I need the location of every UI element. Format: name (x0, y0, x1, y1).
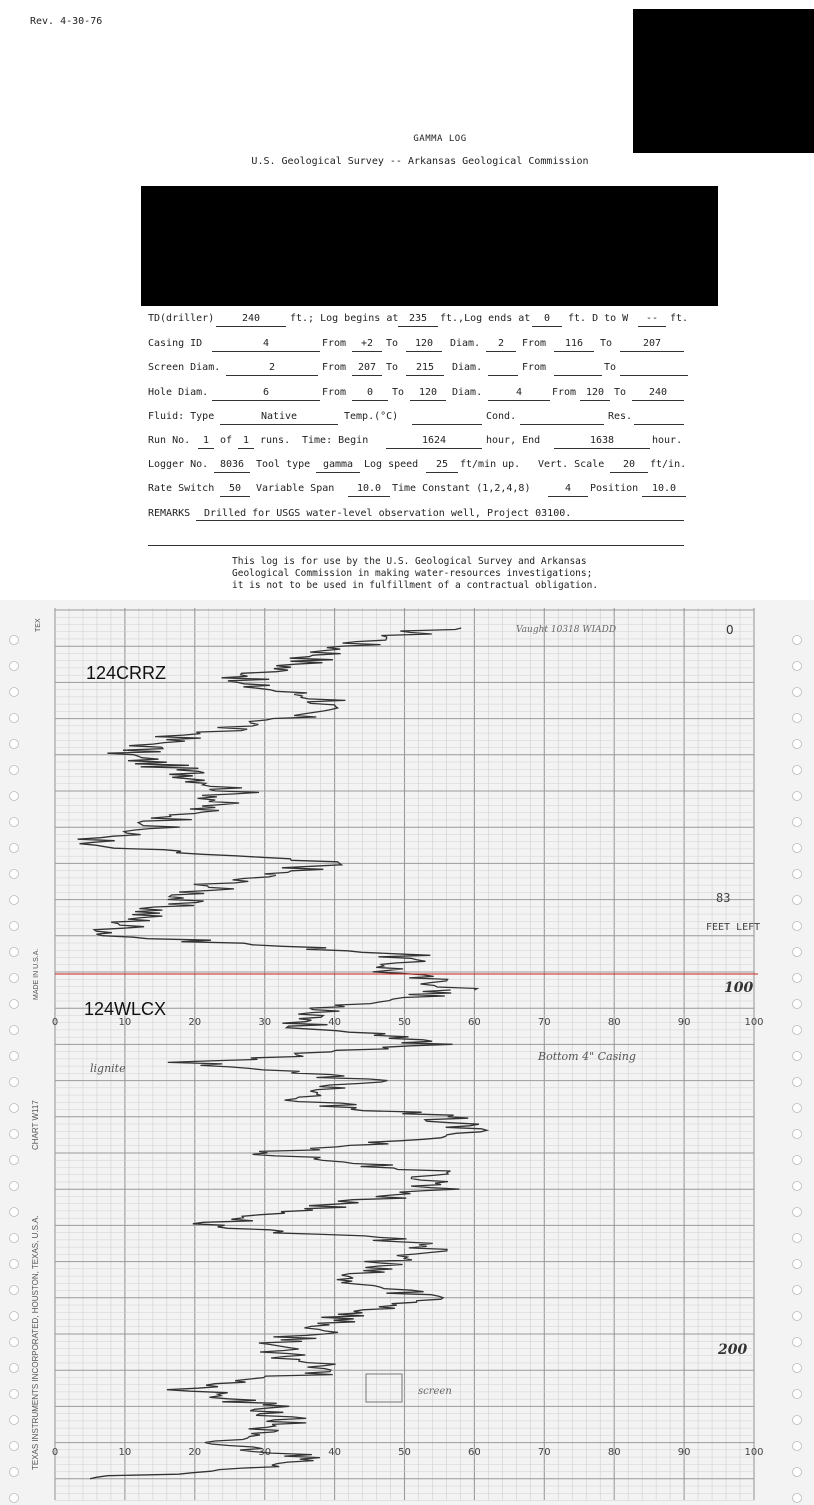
remarks-label: REMARKS (148, 508, 191, 519)
signature-note: Vaught 10318 WIADD (516, 625, 617, 635)
gamma-log-chart (0, 600, 814, 1505)
perforation-left (10, 662, 19, 671)
screen-to2-label: To (604, 362, 617, 373)
x-tick-label: 10 (118, 1447, 132, 1458)
logger-no-value: 8036 (214, 459, 250, 473)
casing-to2-value: 207 (620, 338, 684, 352)
perforation-left (10, 1052, 19, 1061)
perforation-left (10, 1000, 19, 1009)
perforation-right (793, 974, 802, 983)
vert-scale-value: 20 (610, 459, 648, 473)
perforation-left (10, 1338, 19, 1347)
disclaimer-line-3: it is not to be used in fulfillment of a contractual obligation. (232, 580, 599, 591)
temp-label: Temp.(°C) (344, 411, 399, 422)
vendor-text: TEXAS INSTRUMENTS INCORPORATED, HOUSTON, TEXAS, U.S.A. (31, 1215, 40, 1470)
perforation-right (793, 1416, 802, 1425)
x-tick-label: 20 (188, 1447, 202, 1458)
screen-note: screen (418, 1386, 452, 1397)
hole-from2-value: 120 (580, 387, 610, 401)
perforation-left (10, 766, 19, 775)
hole-diam2-label: Diam. (452, 387, 483, 398)
perforation-right (793, 1494, 802, 1503)
x-tick-label: 0 (51, 1447, 59, 1458)
x-tick-label: 60 (468, 1017, 481, 1028)
x-tick-label: 10 (118, 1017, 132, 1028)
speed-label: Log speed (364, 459, 419, 470)
hole-to2-value: 240 (632, 387, 684, 401)
screen-from2-label: From (522, 362, 547, 373)
x-tick-label: 20 (188, 1017, 202, 1028)
casing-from-label: From (322, 338, 347, 349)
res-label: Res. (608, 411, 633, 422)
res-blank (634, 411, 684, 425)
perforation-left (10, 1494, 19, 1503)
perforation-right (793, 896, 802, 905)
of-label: of (220, 435, 233, 446)
perforation-left (10, 1286, 19, 1295)
log-begins-label: ft.; Log begins at (290, 313, 399, 324)
casing-diam-label: Diam. (450, 338, 481, 349)
perforation-right (793, 1026, 802, 1035)
made-in-text: MADE IN U.S.A. (33, 948, 40, 1000)
casing-to2-label: To (600, 338, 613, 349)
x-tick-label: 70 (537, 1447, 551, 1458)
perforation-right (793, 1208, 802, 1217)
perforation-right (793, 1130, 802, 1139)
perforation-right (793, 1312, 802, 1321)
perforation-right (793, 636, 802, 645)
remarks-value: Drilled for USGS water-level observation well, Project 03100. (196, 508, 684, 521)
perforation-left (10, 714, 19, 723)
hole-to-label: To (392, 387, 405, 398)
perforation-left (10, 1468, 19, 1477)
perforation-left (10, 1312, 19, 1321)
perforation-left (10, 922, 19, 931)
hole-label: Hole Diam. (148, 387, 209, 398)
x-tick-label: 70 (537, 1017, 551, 1028)
x-tick-label: 90 (677, 1017, 691, 1028)
casing-label: Casing ID (148, 338, 203, 349)
log-title: GAMMA LOG (413, 134, 467, 144)
screen-label: Screen Diam. (148, 362, 221, 373)
casing-diam2-value: 2 (486, 338, 516, 352)
temp-blank (412, 411, 482, 425)
screen-diam-value: 2 (226, 362, 318, 376)
d-to-w-label: ft. D to W (568, 313, 629, 324)
fluid-label: Fluid: Type (148, 411, 215, 422)
cond-blank (520, 411, 604, 425)
log-ends-label: ft.,Log ends at (440, 313, 531, 324)
depth-200-label: 200 (718, 1342, 748, 1358)
tool-label: Tool type (256, 459, 311, 470)
perforation-left (10, 1026, 19, 1035)
perforation-left (10, 636, 19, 645)
x-tick-label: 80 (607, 1017, 621, 1028)
tool-type-value: gamma (316, 459, 360, 473)
hole-to2-label: To (614, 387, 627, 398)
perforation-left (10, 1416, 19, 1425)
perforation-right (793, 1260, 802, 1269)
ft-label: ft. (670, 313, 689, 324)
perforation-left (10, 688, 19, 697)
screen-from-label: From (322, 362, 347, 373)
perforation-right (793, 1286, 802, 1295)
perforation-right (793, 870, 802, 879)
casing-to-value: 120 (406, 338, 442, 352)
perforation-left (10, 948, 19, 957)
time-begin-value: 1624 (386, 435, 482, 449)
perforation-right (793, 1338, 802, 1347)
screen-from-value: 207 (352, 362, 382, 376)
hour-label: hour. (652, 435, 683, 446)
vscale-unit: ft/in. (650, 459, 687, 470)
log-ends-value: 0 (532, 313, 562, 327)
redaction-block-header (141, 186, 718, 306)
casing-from2-label: From (522, 338, 547, 349)
x-tick-label: 30 (258, 1447, 272, 1458)
hole-from-label: From (322, 387, 347, 398)
perforation-right (793, 1104, 802, 1113)
perforation-left (10, 1156, 19, 1165)
cond-label: Cond. (486, 411, 517, 422)
perforation-right (793, 844, 802, 853)
tex-text: TEX (35, 618, 42, 632)
perforation-right (793, 1000, 802, 1009)
perforation-left (10, 896, 19, 905)
perforation-left (10, 1182, 19, 1191)
feet-left-label: FEET LEFT (706, 922, 761, 933)
perforation-right (793, 1078, 802, 1087)
x-tick-label: 60 (468, 1447, 481, 1458)
redaction-block-top (633, 9, 814, 153)
perforation-left (10, 1078, 19, 1087)
chart-number-text: CHART W117 (31, 1100, 40, 1150)
perforation-left (10, 1130, 19, 1139)
x-tick-label: 0 (51, 1017, 59, 1028)
perforation-left (10, 1260, 19, 1269)
x-tick-label: 40 (328, 1447, 341, 1458)
perforation-left (10, 974, 19, 983)
perforation-right (793, 1364, 802, 1373)
perforation-right (793, 1390, 802, 1399)
perforation-right (793, 922, 802, 931)
disclaimer (232, 556, 652, 592)
perforation-right (793, 662, 802, 671)
perforation-right (793, 766, 802, 775)
fluid-type-value: Native (220, 411, 338, 425)
run-label: Run No. (148, 435, 191, 446)
log-subtitle: U.S. Geological Survey -- Arkansas Geological Commission (251, 156, 589, 167)
hole-diam2-value: 4 (488, 387, 550, 401)
perforation-left (10, 1390, 19, 1399)
screen-to2-blank (620, 362, 688, 376)
x-tick-label: 30 (258, 1017, 272, 1028)
lignite-note: lignite (90, 1062, 126, 1075)
casing-from-value: +2 (352, 338, 382, 352)
perforation-right (793, 688, 802, 697)
screen-to-label: To (386, 362, 399, 373)
speed-unit: ft/min up. (460, 459, 521, 470)
hole-from2-label: From (552, 387, 577, 398)
time-constant-value: 4 (548, 483, 588, 497)
perforation-left (10, 740, 19, 749)
hole-to-value: 120 (410, 387, 446, 401)
hole-from-value: 0 (352, 387, 388, 401)
perforation-left (10, 870, 19, 879)
perforation-left (10, 1234, 19, 1243)
casing-to-label: To (386, 338, 399, 349)
casing-id-value: 4 (212, 338, 320, 352)
depth-0-label: 0 (726, 623, 734, 637)
x-tick-label: 80 (607, 1447, 621, 1458)
screen-diam2-blank (488, 362, 518, 376)
perforation-left (10, 1208, 19, 1217)
perforation-right (793, 1052, 802, 1061)
x-tick-label: 100 (744, 1447, 764, 1458)
span-label: Variable Span (256, 483, 335, 494)
perforation-right (793, 1234, 802, 1243)
runs-value: 1 (238, 435, 254, 449)
hole-diam-value: 6 (212, 387, 320, 401)
perforation-right (793, 1468, 802, 1477)
perforation-left (10, 1364, 19, 1373)
screen-from2-blank (554, 362, 602, 376)
rate-label: Rate Switch (148, 483, 215, 494)
position-value: 10.0 (642, 483, 686, 497)
vscale-label: Vert. Scale (538, 459, 605, 470)
time-end-label: hour, End (486, 435, 541, 446)
perforation-left (10, 1104, 19, 1113)
remarks-second-line (148, 545, 684, 546)
screen-to-value: 215 (406, 362, 444, 376)
variable-span-value: 10.0 (348, 483, 390, 497)
depth-100-label: 100 (724, 980, 754, 996)
perforation-right (793, 818, 802, 827)
perforation-right (793, 740, 802, 749)
well-id-bottom: 124WLCX (84, 999, 167, 1019)
perforation-right (793, 1156, 802, 1165)
screen-diam2-label: Diam. (452, 362, 483, 373)
bottom-casing-note: Bottom 4" Casing (538, 1050, 636, 1063)
disclaimer-line-2: Geological Commission in making water-resources investigations; (232, 568, 593, 579)
feet-left-value: 83 (716, 891, 731, 905)
rate-switch-value: 50 (220, 483, 250, 497)
x-tick-label: 90 (677, 1447, 691, 1458)
revision-label: Rev. 4-30-76 (30, 16, 103, 27)
time-constant-label: Time Constant (1,2,4,8) (392, 483, 531, 494)
logger-label: Logger No. (148, 459, 209, 470)
well-id-top: 124CRRZ (86, 663, 167, 683)
perforation-right (793, 792, 802, 801)
perforation-left (10, 1442, 19, 1451)
perforation-right (793, 1182, 802, 1191)
position-label: Position (590, 483, 639, 494)
d-to-w-value: -- (638, 313, 666, 327)
chart-paper (0, 600, 814, 1505)
td-value: 240 (216, 313, 286, 327)
time-end-value: 1638 (554, 435, 650, 449)
x-tick-label: 40 (328, 1017, 341, 1028)
td-label: TD(driller) (148, 313, 215, 324)
time-begin-label: Time: Begin (302, 435, 369, 446)
perforation-left (10, 792, 19, 801)
disclaimer-line-1: This log is for use by the U.S. Geological Survey and Arkansas (232, 556, 587, 567)
casing-from2-value: 116 (554, 338, 594, 352)
runs-label: runs. (260, 435, 291, 446)
log-begins-value: 235 (398, 313, 438, 327)
perforation-right (793, 714, 802, 723)
x-tick-label: 100 (744, 1017, 764, 1028)
perforation-left (10, 844, 19, 853)
log-speed-value: 25 (426, 459, 458, 473)
x-tick-label: 50 (398, 1017, 411, 1028)
perforation-right (793, 948, 802, 957)
run-no-value: 1 (198, 435, 214, 449)
perforation-left (10, 818, 19, 827)
perforation-right (793, 1442, 802, 1451)
x-tick-label: 50 (398, 1447, 411, 1458)
